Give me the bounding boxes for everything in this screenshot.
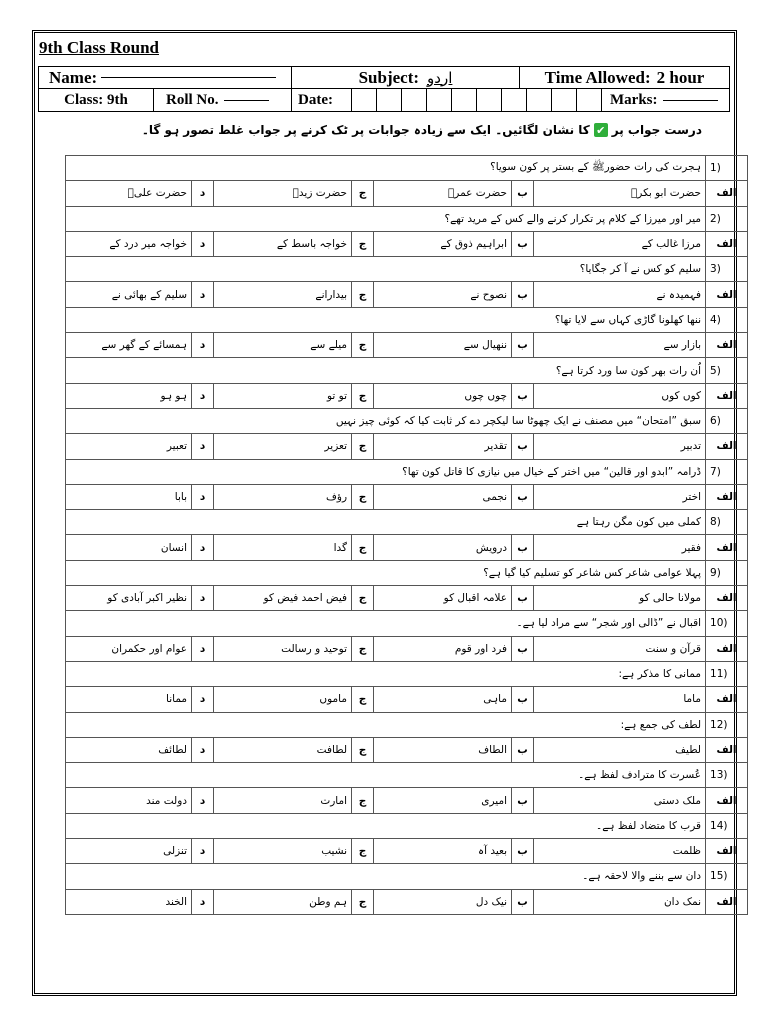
answer-option[interactable]: انسان (66, 535, 192, 560)
option-label: ج (352, 586, 374, 611)
option-label: ب (512, 383, 534, 408)
option-label: ج (352, 333, 374, 358)
answer-option[interactable]: بعید آہ (374, 839, 512, 864)
question-text: پہلا عوامی شاعر کس شاعر کو تسلیم کیا گیا ہے؟ (66, 560, 706, 585)
option-label: الف (706, 737, 748, 762)
answer-option[interactable]: لطافت (214, 737, 352, 762)
mcq-table (65, 155, 748, 915)
answer-option[interactable]: نشیب (214, 839, 352, 864)
date-box[interactable] (401, 89, 402, 111)
answer-option[interactable]: نصوح نے (374, 282, 512, 307)
answer-option[interactable]: فرد اور قوم (374, 636, 512, 661)
answer-option[interactable]: ابراہیم ذوق کے (374, 231, 512, 256)
date-box[interactable] (576, 89, 577, 111)
answer-option[interactable]: سلیم کے بھائی نے (66, 282, 192, 307)
options-row (66, 434, 748, 459)
answer-option[interactable]: بیدارانے (214, 282, 352, 307)
option-label: د (192, 231, 214, 256)
options-row (66, 737, 748, 762)
question-row (66, 712, 748, 737)
options-row (66, 181, 748, 206)
option-label: ب (512, 889, 534, 914)
question-row (66, 510, 748, 535)
name-field[interactable]: Name: (39, 67, 291, 88)
class-field: Class: 9th (64, 91, 128, 108)
options-row (66, 889, 748, 914)
question-text: ننھا کھلونا گاڑی کہاں سے لایا تھا؟ (66, 307, 706, 332)
name-blank[interactable] (101, 77, 276, 78)
question-row (66, 206, 748, 231)
options-row (66, 333, 748, 358)
answer-option[interactable]: بابا (66, 484, 192, 509)
question-text: عُسرت کا مترادف لفظ ہے۔ (66, 763, 706, 788)
options-row (66, 231, 748, 256)
question-row (66, 307, 748, 332)
question-number: 8) (706, 510, 748, 535)
option-label: الف (706, 687, 748, 712)
question-row (66, 813, 748, 838)
answer-option[interactable]: مولانا حالی کو (534, 586, 706, 611)
option-label: د (192, 383, 214, 408)
question-number: 11) (706, 661, 748, 686)
question-text: کملی میں کون مگن رہتا ہے (66, 510, 706, 535)
question-text: ہجرت کی رات حضورﷺ کے بستر پر کون سویا؟ (66, 156, 706, 181)
answer-option[interactable]: عوام اور حکمران (66, 636, 192, 661)
question-text: میر اور میرزا کے کلام پر تکرار کرنے والے کس کے مرید تھے؟ (66, 206, 706, 231)
option-label: ج (352, 839, 374, 864)
time-allowed: Time Allowed: 2 hour (519, 67, 729, 88)
option-label: ب (512, 687, 534, 712)
question-number: 4) (706, 307, 748, 332)
option-label: ج (352, 383, 374, 408)
answer-option[interactable]: تعبیر (66, 434, 192, 459)
option-label: د (192, 282, 214, 307)
option-label: ج (352, 737, 374, 762)
answer-option[interactable]: نجمی (374, 484, 512, 509)
answer-option[interactable]: توحید و رسالت (214, 636, 352, 661)
question-number: 7) (706, 459, 748, 484)
question-text: سبق ”امتحان“ میں مصنف نے ایک چھوٹا سا لیکچر دے کر ثابت کیا کہ کوئی چیز نہیں (66, 408, 706, 433)
question-text: اقبال نے ”ڈالی اور شجر“ سے مراد لیا ہے۔ (66, 611, 706, 636)
question-text: ممانی کا مذکر ہے: (66, 661, 706, 686)
instructions: درست جواب پر ✔ کا نشان لگائیں۔ ایک سے زیادہ جوابات پر ٹک کرنے پر جواب غلط تصور ہو گا۔ (141, 123, 702, 137)
answer-option[interactable]: علامہ اقبال کو (374, 586, 512, 611)
roll-no-field[interactable]: Roll No. (153, 89, 291, 111)
option-label: د (192, 889, 214, 914)
question-number: 10) (706, 611, 748, 636)
answer-option[interactable]: الطاف (374, 737, 512, 762)
question-text: سلیم کو کس نے آ کر جگایا؟ (66, 257, 706, 282)
option-label: ب (512, 231, 534, 256)
answer-option[interactable]: حضرت زیدؓ (214, 181, 352, 206)
answer-option[interactable]: فیض احمد فیض کو (214, 586, 352, 611)
answer-option[interactable]: ماموں (214, 687, 352, 712)
roll-no-blank[interactable] (224, 100, 269, 101)
question-number: 2) (706, 206, 748, 231)
checkmark-icon: ✔ (594, 123, 608, 137)
options-row (66, 788, 748, 813)
question-number: 5) (706, 358, 748, 383)
options-row (66, 687, 748, 712)
date-box[interactable] (551, 89, 552, 111)
header-row-1 (38, 66, 730, 89)
answer-option[interactable]: تعزیر (214, 434, 352, 459)
question-number: 6) (706, 408, 748, 433)
answer-option[interactable]: بازار سے (534, 333, 706, 358)
answer-option[interactable]: رؤف (214, 484, 352, 509)
option-label: د (192, 839, 214, 864)
answer-option[interactable]: ظلمت (534, 839, 706, 864)
option-label: د (192, 636, 214, 661)
question-row (66, 661, 748, 686)
answer-option[interactable]: اختر (534, 484, 706, 509)
header-row-2 (38, 89, 730, 112)
option-label: ج (352, 788, 374, 813)
date-box[interactable] (426, 89, 427, 111)
option-label: ب (512, 788, 534, 813)
date-box[interactable] (451, 89, 452, 111)
options-row (66, 586, 748, 611)
answer-option[interactable]: ملک دستی (534, 788, 706, 813)
options-row (66, 383, 748, 408)
option-label: الف (706, 434, 748, 459)
question-row (66, 358, 748, 383)
answer-option[interactable]: نیک دل (374, 889, 512, 914)
option-label: د (192, 434, 214, 459)
answer-option[interactable]: چوں چوں (374, 383, 512, 408)
option-label: ب (512, 839, 534, 864)
answer-option[interactable]: تو تو (214, 383, 352, 408)
option-label: الف (706, 839, 748, 864)
question-number: 1) (706, 156, 748, 181)
question-text: قرب کا متضاد لفظ ہے۔ (66, 813, 706, 838)
question-text: ڈرامہ ”ابدو اور قالین“ میں اختر کے خیال میں نیازی کا قاتل کون تھا؟ (66, 459, 706, 484)
option-label: ج (352, 535, 374, 560)
options-row (66, 484, 748, 509)
answer-option[interactable]: ممانا (66, 687, 192, 712)
option-label: ج (352, 889, 374, 914)
option-label: ج (352, 231, 374, 256)
option-label: ج (352, 484, 374, 509)
option-label: د (192, 181, 214, 206)
class-round-title: 9th Class Round (39, 38, 159, 57)
answer-option[interactable]: فقیر (534, 535, 706, 560)
question-row (66, 459, 748, 484)
option-label: د (192, 535, 214, 560)
question-number: 15) (706, 864, 748, 889)
option-label: الف (706, 586, 748, 611)
answer-option[interactable]: امیری (374, 788, 512, 813)
marks-field[interactable]: Marks: (601, 89, 731, 111)
option-label: الف (706, 484, 748, 509)
answer-option[interactable]: لطیف (534, 737, 706, 762)
option-label: الف (706, 636, 748, 661)
answer-option[interactable]: فہمیدہ نے (534, 282, 706, 307)
answer-option[interactable]: حضرت علیؓ (66, 181, 192, 206)
option-label: ج (352, 636, 374, 661)
answer-option[interactable]: الخند (66, 889, 192, 914)
answer-option[interactable]: حضرت عمرؓ (374, 181, 512, 206)
option-label: ب (512, 282, 534, 307)
answer-option[interactable]: لطائف (66, 737, 192, 762)
answer-option[interactable]: کوں کوں (534, 383, 706, 408)
date-box[interactable] (526, 89, 527, 111)
option-label: د (192, 586, 214, 611)
option-label: د (192, 737, 214, 762)
date-box[interactable] (376, 89, 377, 111)
answer-option[interactable]: ماما (534, 687, 706, 712)
question-number: 9) (706, 560, 748, 585)
answer-option[interactable]: خواجہ باسط کے (214, 231, 352, 256)
question-row (66, 864, 748, 889)
question-number: 13) (706, 763, 748, 788)
options-row (66, 535, 748, 560)
option-label: ج (352, 181, 374, 206)
option-label: ب (512, 636, 534, 661)
question-number: 12) (706, 712, 748, 737)
option-label: الف (706, 383, 748, 408)
answer-option[interactable]: ماہی (374, 687, 512, 712)
option-label: ب (512, 737, 534, 762)
question-row (66, 560, 748, 585)
date-box[interactable] (476, 89, 477, 111)
option-label: الف (706, 333, 748, 358)
answer-option[interactable]: ہمسائے کے گھر سے (66, 333, 192, 358)
answer-option[interactable]: حضرت ابو بکرؓ (534, 181, 706, 206)
option-label: الف (706, 181, 748, 206)
option-label: ب (512, 181, 534, 206)
answer-option[interactable]: میلے سے (214, 333, 352, 358)
option-label: د (192, 484, 214, 509)
option-label: ج (352, 687, 374, 712)
options-row (66, 282, 748, 307)
option-label: الف (706, 231, 748, 256)
option-label: ب (512, 434, 534, 459)
question-number: 14) (706, 813, 748, 838)
answer-option[interactable]: تدبیر (534, 434, 706, 459)
option-label: ب (512, 333, 534, 358)
answer-option[interactable]: قرآن و سنت (534, 636, 706, 661)
date-box[interactable] (351, 89, 352, 111)
question-row (66, 257, 748, 282)
option-label: د (192, 687, 214, 712)
options-row (66, 636, 748, 661)
option-label: الف (706, 282, 748, 307)
answer-option[interactable]: مرزا غالب کے (534, 231, 706, 256)
option-label: ب (512, 586, 534, 611)
option-label: د (192, 788, 214, 813)
answer-option[interactable]: گدا (214, 535, 352, 560)
options-row (66, 839, 748, 864)
answer-option[interactable]: تنزلی (66, 839, 192, 864)
question-row (66, 763, 748, 788)
question-row (66, 156, 748, 181)
answer-option[interactable]: ہو ہو (66, 383, 192, 408)
marks-blank[interactable] (663, 100, 718, 101)
option-label: ج (352, 434, 374, 459)
answer-option[interactable]: نظیر اکبر آبادی کو (66, 586, 192, 611)
option-label: ج (352, 282, 374, 307)
answer-option[interactable]: دولت مند (66, 788, 192, 813)
question-number: 3) (706, 257, 748, 282)
question-row (66, 408, 748, 433)
subject-value: اردو (427, 68, 453, 87)
option-label: ب (512, 484, 534, 509)
answer-option[interactable]: درویش (374, 535, 512, 560)
question-text: لطف کی جمع ہے: (66, 712, 706, 737)
option-label: الف (706, 788, 748, 813)
answer-option[interactable]: خواجہ میر درد کے (66, 231, 192, 256)
option-label: الف (706, 889, 748, 914)
answer-option[interactable]: نمک دان (534, 889, 706, 914)
date-label: Date: (291, 89, 351, 111)
date-box[interactable] (501, 89, 502, 111)
answer-option[interactable]: تقدیر (374, 434, 512, 459)
option-label: الف (706, 535, 748, 560)
subject-field: Subject: اردو (291, 67, 519, 88)
answer-option[interactable]: امارت (214, 788, 352, 813)
option-label: ب (512, 535, 534, 560)
answer-option[interactable]: ہم وطن (214, 889, 352, 914)
question-text: اُن رات بھر کون سا ورد کرتا ہے؟ (66, 358, 706, 383)
question-text: دان سے بننے والا لاحقہ ہے۔ (66, 864, 706, 889)
question-row (66, 611, 748, 636)
option-label: د (192, 333, 214, 358)
answer-option[interactable]: ننھیال سے (374, 333, 512, 358)
